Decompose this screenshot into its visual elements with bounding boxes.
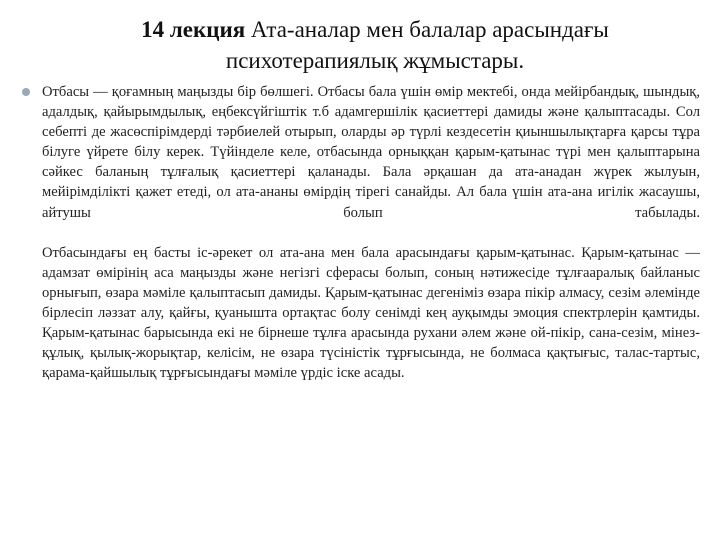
paragraph-communication: Отбасындағы ең басты іс-әрекет ол ата-ана мен бала арасындағы қарым-қатынас. Қарым-қатынас — адамзат өмірінің аса маңызды және негізгі сферасы болып, соның нәтижесіде тұлғааралық байланыс орнығып, өзара мәміле қалыптасып дамиды. Қарым-қатынас дегеніміз өзара пікір алмасу, сезім әлемінде бірлесіп ләззат алу, қайғы, қуанышта ортақтас болу сенімді кең ауқымды эмоция спектрлерін қамтиды. Қарым-қатынас барысында екі не бірнеше тұлға арасында рухани әлем және ой-пікір, сана-сезім, мінез-құлық, қылық-жорықтар, келісім, не өзара түсіністік тұрғысында, не болмаса қақтығыс, талас-тартыс, қарама-қайшылық тұрғысындағы мәміле үрдіс іске асады. [42, 244, 700, 382]
slide-body [22, 82, 700, 383]
lecture-number: 14 лекция [141, 17, 246, 42]
lecture-topic: Ата-аналар мен балалар арасындағы психотерапиялық жұмыстары. [225, 17, 609, 73]
slide-title [60, 14, 690, 76]
bullet-dot-icon [22, 88, 30, 96]
paragraph-family: Отбасы — қоғамның маңызды бір бөлшегі. Отбасы бала үшін өмір мектебі, онда мейірбандық, шындық, адалдық, қайырымдылық, еңбексүйгіштік т.б адамгершілік қасиеттері дамиды және қалыптасады. Сол себепті де жасөспірімдерді тәрбиелей отырып, оларды әр түрлі кездесетін қиыншылықтарға қарсы тұра білуге үйрете білу керек. Түйінделе келе, отбасында орныққан қарым-қатынас түрі мен қалыптарына сәйкес баланың тұлғалық қасиеттері қаланады. Бала әрқашан да ата-анадан жүрек жылуын, мейірімділікті қажет етеді, ол ата-ананы өмірдің тірегі санайды. Ал бала үшін ата-ана игілік жасаушы, айтушы болып табылады. [42, 84, 700, 221]
